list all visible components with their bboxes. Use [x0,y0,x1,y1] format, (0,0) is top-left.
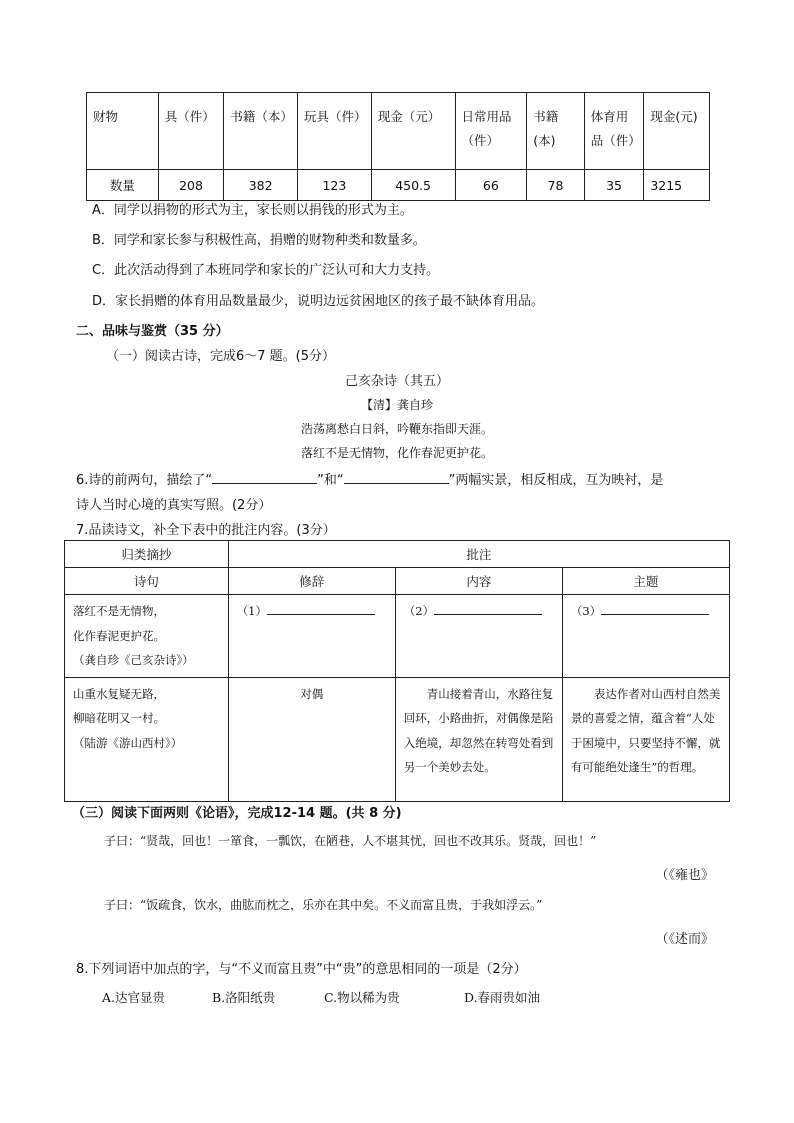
part1-intro: （一）阅读古诗，完成6～7 题。(5分） [106,349,336,364]
answer-blank[interactable] [601,602,709,615]
table-header-cell: 内容 [395,568,562,595]
table-cell: 78 [527,170,585,201]
donation-table [86,92,710,201]
table-cell: （2） [395,595,562,678]
question-7: 7.品读诗文，补全下表中的批注内容。(3分） [76,523,336,538]
table-header-cell: 日常用品（件） [455,93,527,170]
answer-blank[interactable] [344,471,449,484]
table-header-cell: 体育用品（件） [584,93,644,170]
table-cell: 450.5 [371,170,455,201]
poem-line: 落红不是无情物，化作春泥更护花。 [300,446,493,460]
table-header-cell: 财物 [87,93,159,170]
table-cell: （3） [562,595,729,678]
table-cell: 382 [224,170,298,201]
table-cell: （1） [228,595,395,678]
answer-blank[interactable] [212,471,317,484]
table-header-cell: 书籍(本) [527,93,585,170]
choice-d: D.春雨贵如油 [464,990,541,1005]
table-cell: 208 [158,170,224,201]
table-cell: 66 [455,170,527,201]
poem-line: 浩荡离愁白日斜，吟鞭东指即天涯。 [300,422,493,436]
table-header-cell: 书籍（本） [224,93,298,170]
answer-blank[interactable] [267,602,375,615]
section-title: 二、品味与鉴赏（35 分） [76,324,229,339]
analects-1: 子曰：“贤哉，回也！一箪食，一瓢饮，在陋巷，人不堪其忧，回也不改其乐。贤哉，回也！” [104,834,597,848]
table-header-cell: 修辞 [228,568,395,595]
table-cell: 青山接着青山，水路往复回环，小路曲折，对偶像是陷入绝境，却忽然在转弯处看到另一个美妙去处。 [395,677,562,801]
choice-b: B.洛阳纸贵 [212,990,276,1005]
option-b: B．同学和家长参与积极性高，捐赠的财物种类和数量多。 [92,233,426,248]
choice-a: A.达官显贵 [102,990,166,1005]
option-a: A．同学以捐物的形式为主，家长则以捐钱的形式为主。 [92,203,413,218]
table-header-cell: 批注 [228,541,729,568]
table-cell: 表达作者对山西村自然美景的喜爱之情，蕴含着“人处于困境中，只要坚持不懈，就有可能绝处逢生”的哲理。 [562,677,729,801]
analects-1-source: （《雍也》 [655,868,714,883]
table-header-cell: 具（件） [158,93,224,170]
option-d: D．家长捐赠的体育用品数量最少，说明边远贫困地区的孩子最不缺体育用品。 [92,294,545,309]
analects-2-source: （《述而》 [655,932,714,947]
table-header-cell: 现金（元） [371,93,455,170]
table-row-label: 数量 [87,170,159,201]
poem-author: 【清】龚自珍 [360,398,433,412]
table-cell-poem: 山重水复疑无路， 柳暗花明又一村。 （陆游《游山西村》） [65,677,229,801]
table-header-cell: 诗句 [65,568,229,595]
analects-2: 子曰：“饭疏食，饮水，曲肱而枕之，乐亦在其中矣。不义而富且贵，于我如浮云。” [104,898,543,912]
table-cell: 35 [584,170,644,201]
table-cell: 对偶 [228,677,395,801]
part3-title: （三）阅读下面两则《论语》，完成12-14 题。(共 8 分) [72,806,402,821]
table-header-cell: 主题 [562,568,729,595]
table-cell-poem: 落红不是无情物， 化作春泥更护花。 （龚自珍《己亥杂诗》） [65,595,229,678]
choice-c: C.物以稀为贵 [324,990,400,1005]
question-8: 8.下列词语中加点的字，与“不义而富且贵”中“贵”的意思相同的一项是（2分） [76,962,527,977]
table-cell: 123 [298,170,372,201]
question-6-cont: 诗人当时心境的真实写照。(2分） [76,498,272,513]
question-6: 6.诗的前两句，描绘了“ ”和“ ”两幅实景，相反相成，互为映衬，是 [76,473,664,488]
poem-title: 己亥杂诗（其五） [344,374,449,389]
table-header-cell: 现金(元) [644,93,710,170]
option-c: C．此次活动得到了本班同学和家长的广泛认可和大力支持。 [92,263,440,278]
table-header-cell: 归类摘抄 [65,541,229,568]
answer-blank[interactable] [434,602,542,615]
table-header-cell: 玩具（件） [298,93,372,170]
annotation-table [64,540,730,802]
table-cell: 3215 [644,170,710,201]
